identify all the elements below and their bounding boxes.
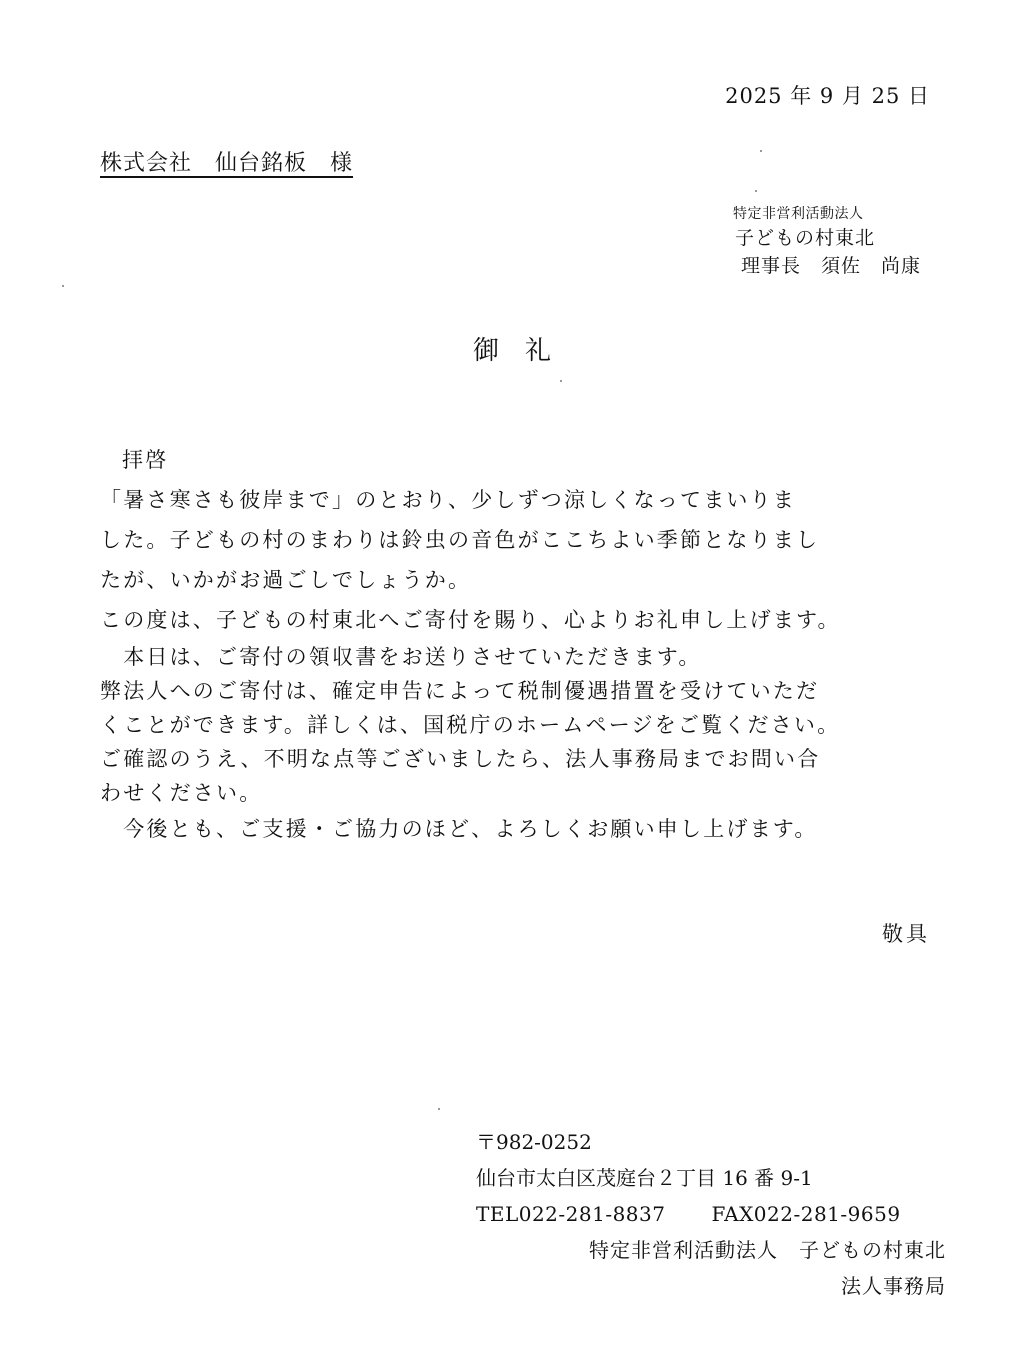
letter-title: 御礼 — [472, 336, 577, 366]
sender-org-type: 特定非営利活動法人 — [733, 206, 864, 222]
body-line: くことができます。詳しくは、国税庁のホームページをご覧ください。 — [100, 713, 841, 737]
body-line: たが、いかがお過ごしでしょうか。 — [100, 568, 472, 592]
scan-speck — [438, 1108, 440, 1110]
recipient-name: 株式会社 仙台銘板 様 — [100, 151, 354, 176]
footer-address: 仙台市太白区茂庭台２丁目 16 番 9-1 — [476, 1166, 813, 1190]
footer-org-name: 特定非営利活動法人 子どもの村東北 — [589, 1238, 946, 1262]
body-line: 今後とも、ご支援・ご協力のほど、よろしくお願い申し上げます。 — [100, 817, 818, 841]
sender-chair: 理事長 須佐 尚康 — [741, 255, 922, 277]
body-line: 「暑さ寒さも彼岸まで」のとおり、少しずつ涼しくなってまいりま — [100, 488, 796, 512]
sender-org-name: 子どもの村東北 — [735, 227, 876, 249]
body-line: 本日は、ご寄付の領収書をお送りさせていただきます。 — [100, 645, 702, 669]
footer-contact — [476, 1124, 956, 1304]
footer-office: 法人事務局 — [841, 1274, 946, 1298]
scan-speck — [62, 285, 64, 287]
footer-fax: FAX022-281-9659 — [711, 1202, 901, 1226]
footer-tel: TEL022-281-8837 — [476, 1202, 666, 1226]
sender-block — [733, 204, 953, 280]
letter-body — [100, 440, 940, 848]
body-line: わせください。 — [100, 781, 263, 805]
body-line: 弊法人へのご寄付は、確定申告によって税制優遇措置を受けていただ — [100, 679, 820, 703]
salutation: 拝啓 — [122, 448, 169, 472]
scan-speck — [760, 150, 762, 152]
body-line: この度は、子どもの村東北へご寄付を賜り、心よりお礼申し上げます。 — [100, 608, 841, 632]
body-line: ご確認のうえ、不明な点等ございましたら、法人事務局までお問い合 — [100, 747, 821, 771]
body-line: した。子どもの村のまわりは鈴虫の音色がここちよい季節となりまし — [100, 528, 820, 552]
footer-phone-fax — [476, 1196, 956, 1232]
letter-date: 2025 年 9 月 25 日 — [725, 84, 930, 108]
scan-speck — [560, 380, 562, 382]
closing-phrase: 敬具 — [882, 922, 930, 946]
scan-speck — [755, 190, 757, 192]
footer-postal-code: 〒982-0252 — [476, 1130, 592, 1154]
